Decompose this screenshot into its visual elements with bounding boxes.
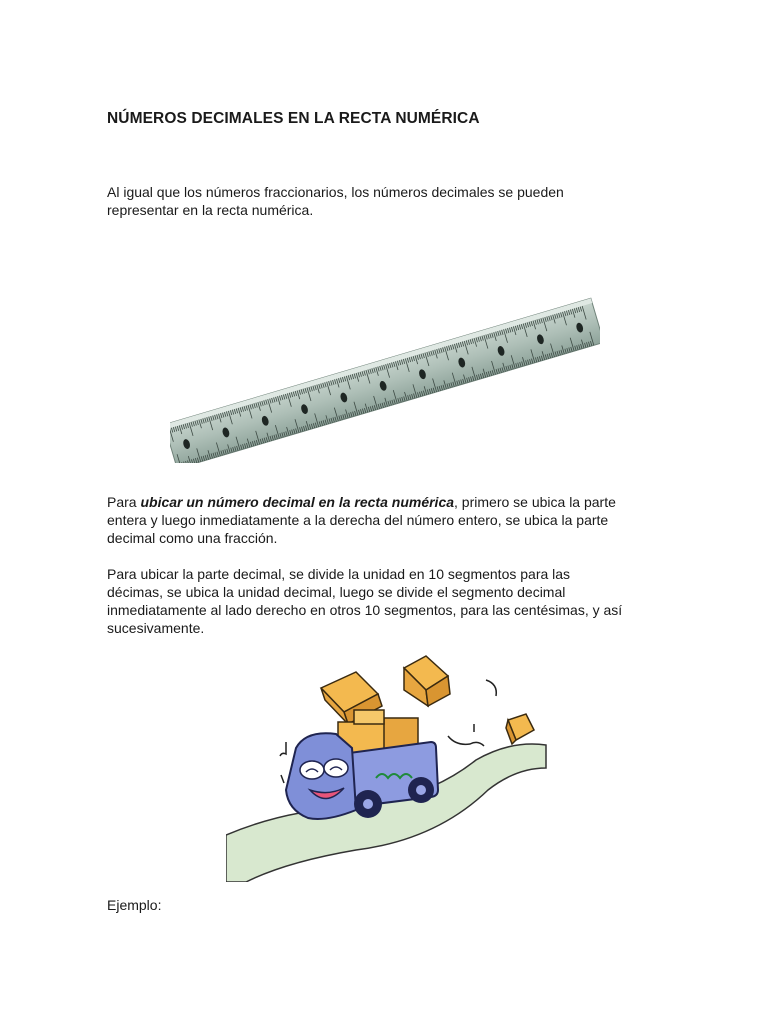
page-title: NÚMEROS DECIMALES EN LA RECTA NUMÉRICA <box>107 110 480 127</box>
text-line: Para <box>107 494 141 510</box>
text-line: decimal como una fracción. <box>107 530 278 546</box>
text-line: inmediatamente al lado derecho en otros 10 segmentos, para las centésimas, y así <box>107 602 623 618</box>
body-paragraph-1 <box>107 493 667 547</box>
text-line: entera y luego inmediatamente a la derecha del número entero, se ubica la parte <box>107 512 609 528</box>
text-line: Al igual que los números fraccionarios, los números decimales se pueden <box>107 184 564 200</box>
text-line: representar en la recta numérica. <box>107 202 314 218</box>
ruler-image <box>170 268 600 463</box>
text-line: décimas, se ubica la unidad decimal, luego se divide el segmento decimal <box>107 584 566 600</box>
intro-paragraph <box>107 183 667 219</box>
body-paragraph-2 <box>107 565 667 637</box>
text-line: , primero se ubica la parte <box>454 494 616 510</box>
emphasis-text: ubicar un número decimal en la recta numérica <box>140 494 455 510</box>
text-line: Para ubicar la parte decimal, se divide la unidad en 10 segmentos para las <box>107 566 571 582</box>
cartoon-truck-image <box>226 650 551 882</box>
text-line: sucesivamente. <box>107 620 205 636</box>
example-label: Ejemplo: <box>107 897 162 913</box>
